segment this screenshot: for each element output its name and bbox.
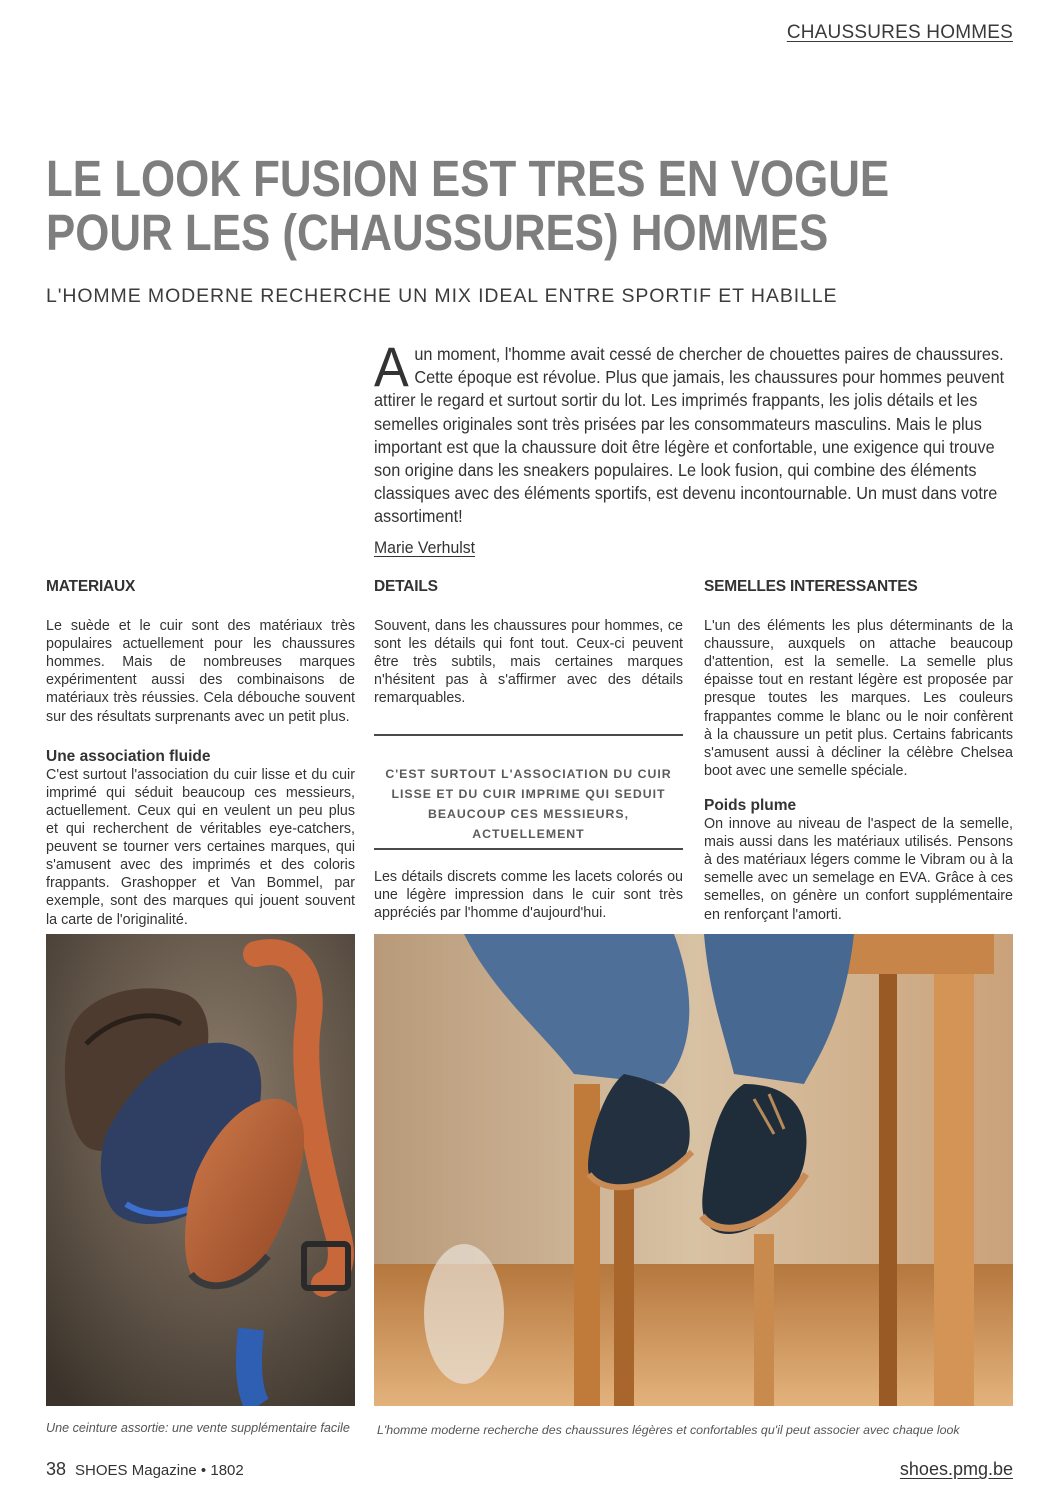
column-materiaux — [46, 578, 355, 929]
page-number: 38 — [46, 1459, 67, 1479]
column-subtitle: Poids plume — [704, 796, 797, 814]
column-body-2: Les détails discrets comme les lacets colorés ou une légère impression dans le cuir sont très appréciés par l'homme d'aujourd'hui. — [374, 869, 683, 922]
website-link[interactable]: shoes.pmg.be — [899, 1459, 1013, 1479]
column-semelles — [704, 578, 1013, 924]
pullquote-rule-top — [374, 734, 683, 736]
right-photo-caption: L'homme moderne recherche des chaussures légères et confortables qu'il peut associer avec chaque look — [377, 1423, 960, 1437]
column-body: Le suède et le cuir sont des matériaux très populaires actuellement pour les chaussures hommes. Mais de nombreuses marques expérimentent aussi des combinaisons de matériaux très réussies. Cela débouche souvent sur des résultats surprenants avec un petit plus. — [46, 618, 355, 725]
intro-paragraph — [374, 335, 1014, 529]
column-body-2: C'est surtout l'association du cuir lisse et du cuir imprimé qui séduit beaucoup ces messieurs, actuellement. Ceux qui en veulent un peu plus et qui recherchent de véritables eye-catchers, peuvent se tourner vers certaines marques, qui s'amusent avec des imprimés et des coloris frappants. Grashopper et Van Bommel, par exemple, sont des marques qui jouent souvent la carte de l'originalité. — [46, 766, 355, 928]
column-body: L'un des éléments les plus déterminants de la chaussure, auxquels on attache beaucoup d'attention, est la semelle. La semelle plus épaisse tout en restant légère est proposée par presque toutes les marques. Les couleurs frappantes comme le blanc ou le noir confèrent à la chaussure un petit plus. Certains fabricants s'amusent aussi à décliner la célèbre Chelsea boot avec une semelle spéciale. — [704, 618, 1013, 779]
shoes-belt-photo — [46, 934, 355, 1406]
intro-text: un moment, l'homme avait cessé de chercher de chouettes paires de chaussures. Cette époque est révolue. Plus que jamais, les chaussures pour hommes peuvent attirer le regard et surtout sortir du lot. Les imprimés frappants, les jolis détails et les semelles originales sont très prisées par les consommateurs masculins. Mais le plus important est que la chaussure doit être légère et confortable, une exigence qui trouve son origine dans les sneakers populaires. Le look fusion, qui combine des éléments classiques avec des éléments sportifs, est devenu incontournable. Un must dans votre assortiment! — [374, 344, 1005, 527]
magazine-issue: SHOES Magazine • 1802 — [75, 1462, 244, 1479]
column-body-2: On innove au niveau de l'aspect de la semelle, mais aussi dans les matériaux utilisés. Pensons à des matériaux légers comme le Vibram ou à la semelle avec un semelage en EVA. Grâce à ces semelles, on génère un confort supplémentaire en renforçant l'amorti. — [704, 816, 1013, 923]
pullquote: C'EST SURTOUT L'ASSOCIATION DU CUIR LISSE ET DU CUIR IMPRIME QUI SEDUIT BEAUCOUP CES MESSIEURS, ACTUELLEMENT — [385, 767, 672, 841]
author-byline: Marie Verhulst — [374, 538, 476, 557]
column-title: DETAILS — [374, 578, 438, 595]
footer-page-info — [46, 1459, 244, 1480]
column-details-end — [374, 868, 683, 922]
man-shoes-photo — [374, 934, 1013, 1406]
left-photo-caption: Une ceinture assortie: une vente supplémentaire facile — [46, 1421, 350, 1435]
drop-cap: A — [374, 335, 409, 398]
headline-line-1: LE LOOK FUSION EST TRES EN VOGUE — [46, 150, 890, 207]
subheadline: L'HOMME MODERNE RECHERCHE UN MIX IDEAL ENTRE SPORTIF ET HABILLE — [46, 285, 838, 307]
section-label: CHAUSSURES HOMMES — [786, 22, 1013, 43]
column-body: Souvent, dans les chaussures pour hommes, ce sont les détails qui font tout. Ceux-ci peuvent être très subtils, mais certaines marques n'hésitent pas à s'affirmer avec des détails remarquables. — [374, 618, 683, 707]
headline-line-2: POUR LES (CHAUSSURES) HOMMES — [46, 204, 829, 261]
headline — [46, 150, 890, 261]
pullquote-rule-bottom — [374, 848, 683, 850]
column-title: SEMELLES INTERESSANTES — [704, 578, 918, 595]
column-details — [374, 578, 683, 708]
column-subtitle: Une association fluide — [46, 747, 211, 765]
column-title: MATERIAUX — [46, 578, 136, 595]
